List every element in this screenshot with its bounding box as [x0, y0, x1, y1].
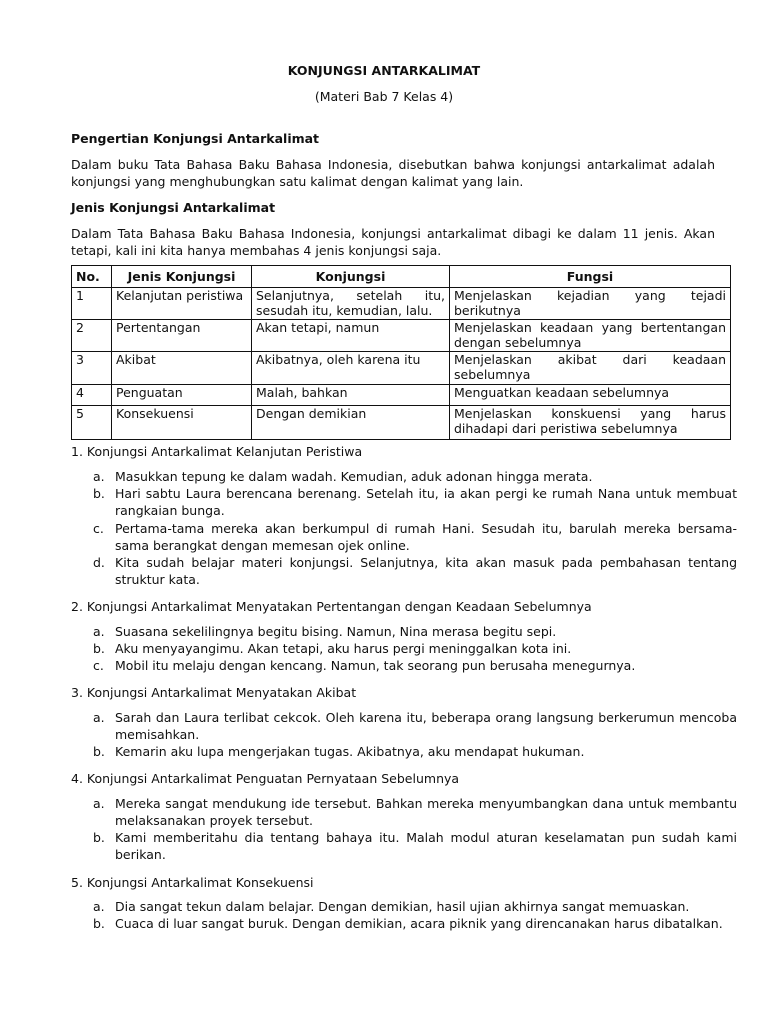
list-item-text: Aku menyayangimu. Akan tetapi, aku harus pergi meninggalkan kota ini. — [115, 641, 572, 656]
table-cell-type: Penguatan — [112, 385, 252, 406]
table-cell-conjunction: Malah, bahkan — [252, 385, 450, 406]
list-item — [93, 554, 737, 588]
document-subtitle: (Materi Bab 7 Kelas 4) — [314, 89, 454, 104]
table-cell-no: 5 — [72, 406, 112, 440]
list-item-label: b. — [93, 830, 105, 845]
list-item-label: a. — [93, 796, 105, 811]
table-row — [72, 288, 731, 320]
list-item — [93, 709, 737, 743]
table-cell-no: 1 — [72, 288, 112, 320]
list-item — [93, 898, 737, 915]
table-row — [72, 352, 731, 385]
list-item-label: a. — [93, 710, 105, 725]
section-heading: 3. Konjungsi Antarkalimat Menyatakan Akibat — [71, 685, 357, 700]
section-heading: 1. Konjungsi Antarkalimat Kelanjutan Peristiwa — [71, 444, 363, 459]
list-item — [93, 915, 737, 932]
table-cell-function: Menguatkan keadaan sebelumnya — [450, 385, 731, 406]
section-heading: 4. Konjungsi Antarkalimat Penguatan Pernyataan Sebelumnya — [71, 771, 460, 786]
list-item-text: Kita sudah belajar materi konjungsi. Selanjutnya, kita akan masuk pada pembahasan tentang struktur kata. — [115, 555, 737, 587]
table-cell-function: Menjelaskan konskuensi yang harus dihadapi dari peristiwa sebelumnya — [450, 406, 731, 440]
table-cell-type: Konsekuensi — [112, 406, 252, 440]
list-item-text: Sarah dan Laura terlibat cekcok. Oleh karena itu, beberapa orang langsung berkerumun mencoba memisahkan. — [115, 710, 737, 742]
list-item-text: Masukkan tepung ke dalam wadah. Kemudian, aduk adonan hingga merata. — [115, 469, 593, 484]
table-row — [72, 320, 731, 352]
list-item-text: Dia sangat tekun dalam belajar. Dengan demikian, hasil ujian akhirnya sangat memuaskan. — [115, 899, 690, 914]
list-item-text: Kemarin aku lupa mengerjakan tugas. Akibatnya, aku mendapat hukuman. — [115, 744, 585, 759]
list-item — [93, 829, 737, 863]
definition-paragraph: Dalam buku Tata Bahasa Baku Bahasa Indonesia, disebutkan bahwa konjungsi antarkalimat adalah konjungsi yang menghubungkan satu kalimat dengan kalimat yang lain. — [71, 157, 715, 189]
list-item — [93, 468, 737, 485]
list-item-label: b. — [93, 916, 105, 931]
table-cell-function: Menjelaskan akibat dari keadaan sebelumnya — [450, 352, 731, 385]
list-item-text: Mereka sangat mendukung ide tersebut. Bahkan mereka menyumbangkan dana untuk membantu melaksanakan proyek tersebut. — [115, 796, 737, 828]
table-header-no: No. — [72, 266, 112, 288]
list-item — [93, 640, 737, 657]
list-item-label: c. — [93, 521, 104, 536]
table-cell-no: 2 — [72, 320, 112, 352]
list-item-label: c. — [93, 658, 104, 673]
list-item-label: b. — [93, 744, 105, 759]
list-item-label: a. — [93, 899, 105, 914]
table-row — [72, 406, 731, 440]
table-header-row — [72, 266, 731, 288]
list-item-text: Mobil itu melaju dengan kencang. Namun, tak seorang pun berusaha menegurnya. — [115, 658, 636, 673]
table-header-type: Jenis Konjungsi — [112, 266, 252, 288]
section-heading: 2. Konjungsi Antarkalimat Menyatakan Pertentangan dengan Keadaan Sebelumnya — [71, 599, 592, 614]
table-cell-function: Menjelaskan keadaan yang bertentangan dengan sebelumnya — [450, 320, 731, 352]
list-item-label: a. — [93, 624, 105, 639]
list-item — [93, 623, 737, 640]
list-item-text: Kami memberitahu dia tentang bahaya itu. Malah modul aturan keselamatan pun sudah kami berikan. — [115, 830, 737, 862]
table-header-conjunction: Konjungsi — [252, 266, 450, 288]
list-item-label: b. — [93, 486, 105, 501]
table-cell-conjunction: Selanjutnya, setelah itu, sesudah itu, kemudian, lalu. — [252, 288, 450, 320]
list-item — [93, 485, 737, 519]
table-cell-type: Kelanjutan peristiwa — [112, 288, 252, 320]
list-item — [93, 743, 737, 760]
table-cell-function: Menjelaskan kejadian yang tejadi berikutnya — [450, 288, 731, 320]
list-item-text: Hari sabtu Laura berencana berenang. Setelah itu, ia akan pergi ke rumah Nana untuk membuat rangkaian bunga. — [115, 486, 737, 518]
list-item — [93, 795, 737, 829]
list-item-label: b. — [93, 641, 105, 656]
section-heading: 5. Konjungsi Antarkalimat Konsekuensi — [71, 875, 314, 890]
table-cell-conjunction: Akibatnya, oleh karena itu — [252, 352, 450, 385]
types-heading: Jenis Konjungsi Antarkalimat — [71, 200, 276, 215]
list-item — [93, 657, 737, 674]
list-item-label: a. — [93, 469, 105, 484]
table-row — [72, 385, 731, 406]
table-cell-conjunction: Akan tetapi, namun — [252, 320, 450, 352]
table-cell-no: 4 — [72, 385, 112, 406]
table-cell-conjunction: Dengan demikian — [252, 406, 450, 440]
types-paragraph: Dalam Tata Bahasa Baku Bahasa Indonesia, konjungsi antarkalimat dibagi ke dalam 11 jenis. Akan tetapi, kali ini kita hanya membahas 4 jenis konjungsi saja. — [71, 226, 715, 258]
conjunction-table — [71, 265, 731, 440]
table-cell-no: 3 — [72, 352, 112, 385]
list-item — [93, 520, 737, 554]
document-title: KONJUNGSI ANTARKALIMAT — [287, 63, 481, 78]
list-item-text: Suasana sekelilingnya begitu bising. Namun, Nina merasa begitu sepi. — [115, 624, 557, 639]
list-item-label: d. — [93, 555, 105, 570]
list-item-text: Cuaca di luar sangat buruk. Dengan demikian, acara piknik yang direncanakan harus dibatalkan. — [115, 916, 723, 931]
definition-heading: Pengertian Konjungsi Antarkalimat — [71, 131, 320, 146]
table-cell-type: Pertentangan — [112, 320, 252, 352]
table-cell-type: Akibat — [112, 352, 252, 385]
list-item-text: Pertama-tama mereka akan berkumpul di rumah Hani. Sesudah itu, barulah mereka bersama-sama berangkat dengan memesan ojek online. — [115, 521, 737, 553]
table-header-function: Fungsi — [450, 266, 731, 288]
